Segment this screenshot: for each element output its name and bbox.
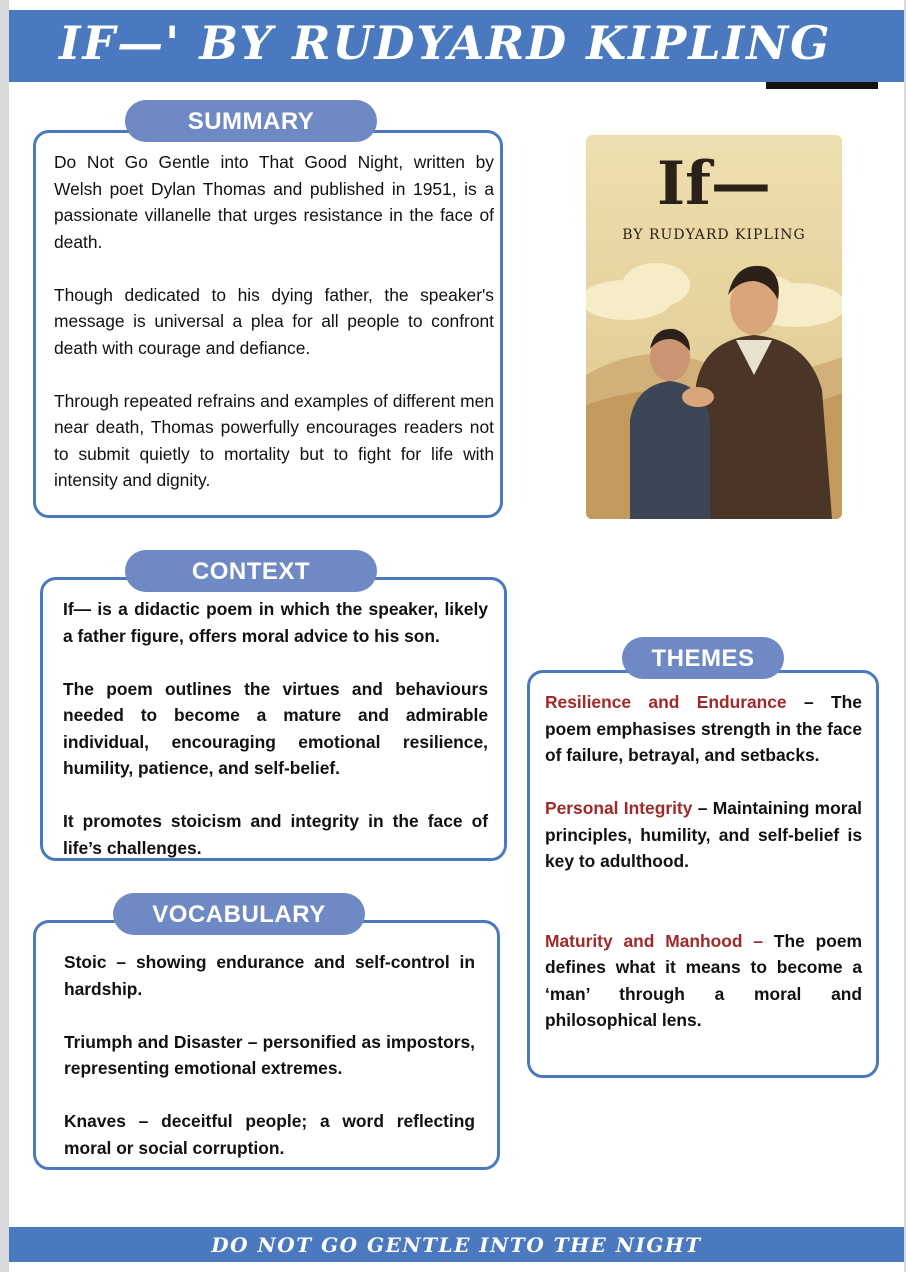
footer-text: DO NOT GO GENTLE INTO THE NIGHT (211, 1233, 702, 1257)
vocabulary-heading: VOCABULARY (113, 893, 365, 935)
themes-card (527, 670, 879, 1078)
vocabulary-card (33, 920, 500, 1170)
theme-item-3 (545, 928, 862, 1034)
vocabulary-item-2: Triumph and Disaster – personified as impostors, representing emotional extremes. (64, 1031, 475, 1078)
theme-text-2: – Maintaining moral principles, humility, and self-belief is key to adulthood. (545, 798, 862, 871)
cover-title: If— (657, 149, 771, 219)
theme-item-1 (545, 689, 862, 769)
theme-term-3: Maturity and Manhood – (545, 930, 764, 951)
summary-paragraph-1: Do Not Go Gentle into That Good Night, written by Welsh poet Dylan Thomas and published in 1951, is a passionate villanelle that urges resistance in the face of death. (54, 152, 494, 252)
page-title: IF—' BY RUDYARD KIPLING (59, 16, 832, 70)
context-paragraph-2: The poem outlines the virtues and behaviours needed to become a mature and admirable individual, encouraging emotional resilience, humility, patience, and self-belief. (63, 678, 488, 778)
vocabulary-item-1: Stoic – showing endurance and self-control in hardship. (64, 952, 475, 999)
footer-banner (9, 1227, 904, 1262)
worksheet-page (9, 0, 904, 1272)
theme-text-3: The poem defines what it means to become a ‘man’ through a moral and philosophical lens. (545, 930, 862, 1030)
vocabulary-item-3: Knaves – deceitful people; a word reflecting moral or social corruption. (64, 1111, 475, 1158)
theme-item-2 (545, 795, 862, 875)
summary-heading: SUMMARY (125, 100, 377, 142)
context-heading: CONTEXT (125, 550, 377, 592)
cover-author: BY RUDYARD KIPLING (622, 227, 806, 243)
book-cover-image (586, 135, 842, 519)
context-paragraph-3: It promotes stoicism and integrity in the face of life’s challenges. (63, 811, 488, 858)
themes-heading: THEMES (622, 637, 784, 679)
header-banner (9, 10, 904, 82)
summary-paragraph-3: Through repeated refrains and examples of different men near death, Thomas powerfully encourages readers not to submit quietly to mortality but to fight for life with intensity and dignity. (54, 390, 494, 490)
summary-paragraph-2: Though dedicated to his dying father, the speaker's message is universal a plea for all people to confront death with courage and defiance. (54, 284, 494, 358)
theme-term-1: Resilience and Endurance (545, 692, 787, 712)
context-paragraph-1: If— is a didactic poem in which the speaker, likely a father figure, offers moral advice to his son. (63, 599, 488, 646)
context-card (40, 577, 507, 861)
theme-term-2: Personal Integrity (545, 798, 693, 818)
summary-card (33, 130, 503, 518)
theme-text-1: – The poem emphasises strength in the face of failure, betrayal, and setbacks. (545, 692, 862, 765)
header-underline-bar (766, 82, 878, 89)
